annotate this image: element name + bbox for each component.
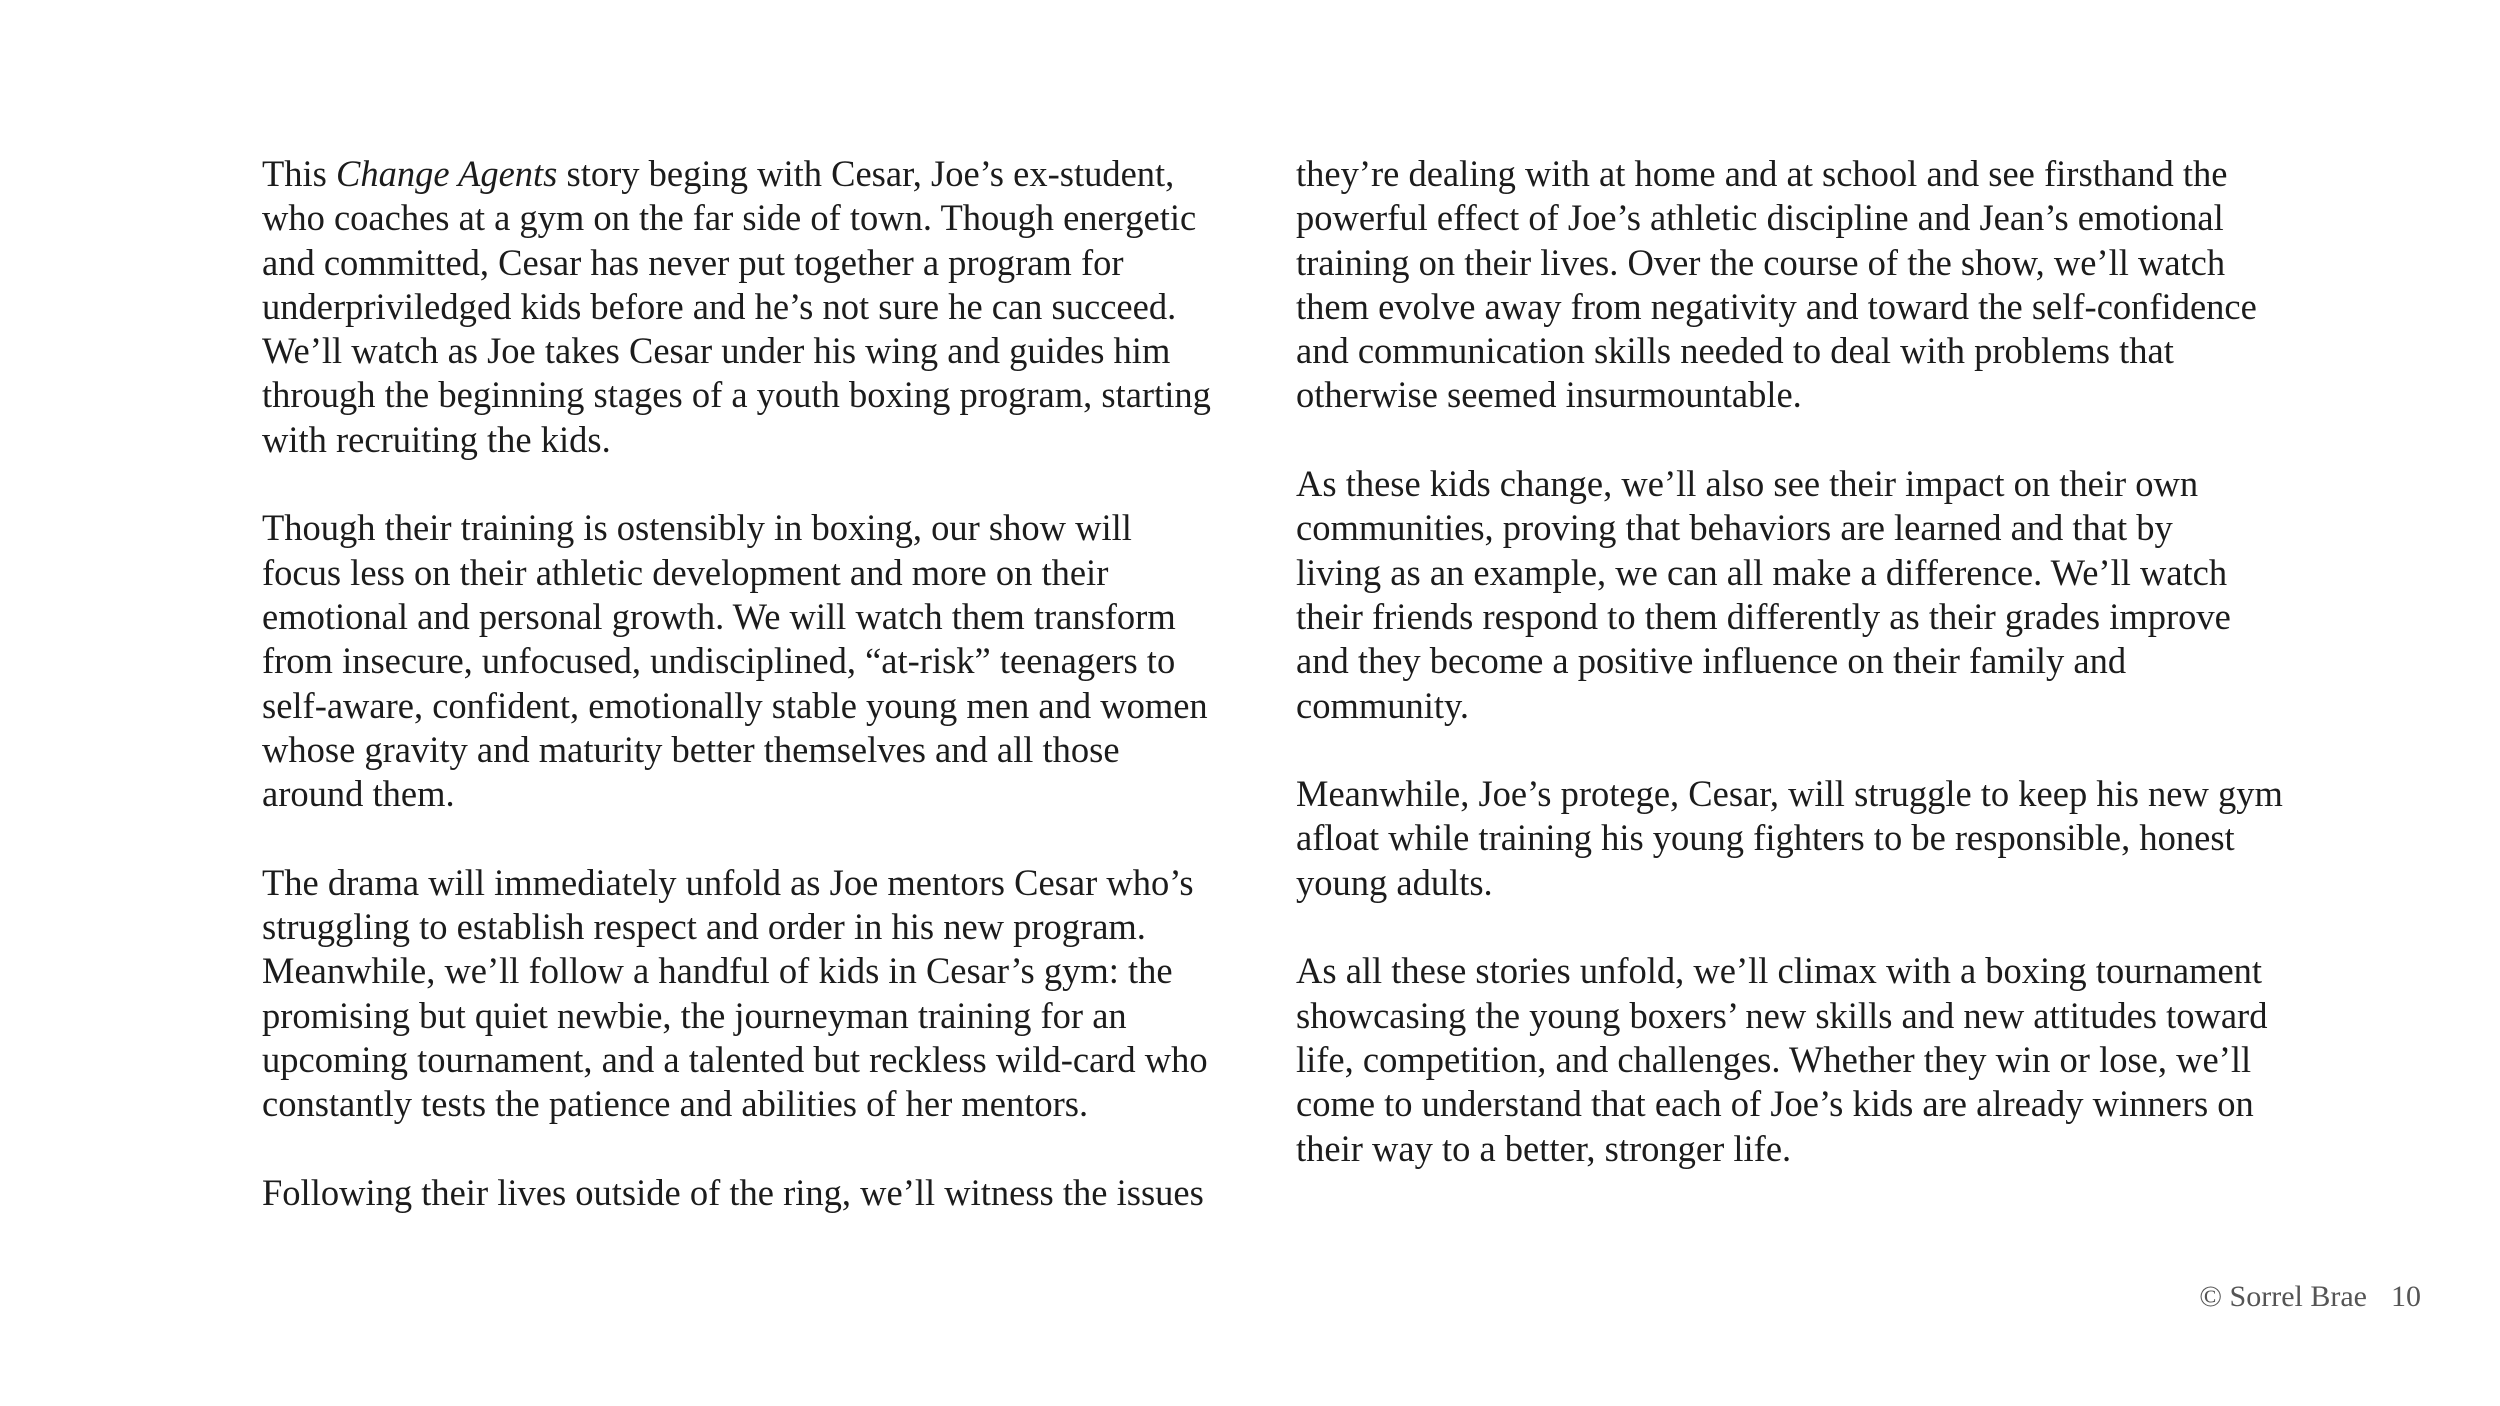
text-line	[262, 152, 1247, 196]
text-line: underpriviledged kids before and he’s not sure he can succeed.	[262, 285, 1177, 327]
text-line: upcoming tournament, and a talented but reckless wild-card who	[262, 1038, 1208, 1080]
text-line: self-aware, confident, emotionally stable young men and women	[262, 684, 1208, 726]
text-line: come to understand that each of Joe’s kids are already winners on	[1296, 1083, 2254, 1125]
text-line: and they become a positive influence on their family and	[1296, 640, 2127, 682]
text-line: young adults.	[1296, 861, 1493, 903]
text-line: living as an example, we can all make a difference. We’ll watch	[1296, 551, 2228, 593]
text-line: afloat while training his young fighters to be responsible, honest	[1296, 817, 2235, 859]
text-line: and committed, Cesar has never put together a program for	[262, 241, 1124, 283]
text-line: Meanwhile, we’ll follow a handful of kids in Cesar’s gym: the	[262, 950, 1173, 992]
show-title: Change Agents	[336, 153, 558, 194]
page-footer	[2199, 1277, 2421, 1317]
text-line: and communication skills needed to deal with problems that	[1296, 330, 2174, 372]
text-line: whose gravity and maturity better themselves and all those	[262, 728, 1120, 770]
text-line: focus less on their athletic development and more on their	[262, 551, 1109, 593]
text-line: they’re dealing with at home and at school and see firsthand the	[1296, 153, 2228, 194]
text-line: their friends respond to them differently as their grades improve	[1296, 595, 2231, 637]
text-line: with recruiting the kids.	[262, 418, 611, 460]
text-line: struggling to establish respect and order in his new program.	[262, 906, 1146, 948]
text-line: constantly tests the patience and abilities of her mentors.	[262, 1083, 1089, 1125]
text-line: otherwise seemed insurmountable.	[1296, 374, 1802, 416]
text-line: promising but quiet newbie, the journeyman training for an	[262, 994, 1127, 1036]
left-column	[262, 152, 1247, 1215]
copyright-notice: © Sorrel Brae	[2199, 1280, 2367, 1313]
text-line: who coaches at a gym on the far side of town. Though energetic	[262, 197, 1197, 239]
text-line: from insecure, unfocused, undisciplined, “at-risk” teenagers to	[262, 640, 1176, 682]
text-line: their way to a better, stronger life.	[1296, 1127, 1792, 1169]
text-line: Though their training is ostensibly in boxing, our show will	[262, 507, 1132, 549]
text-line: life, competition, and challenges. Whether they win or lose, we’ll	[1296, 1038, 2252, 1080]
paragraph	[262, 1171, 1247, 1215]
text-line: training on their lives. Over the course of the show, we’ll watch	[1296, 241, 2226, 283]
text-line: around them.	[262, 773, 455, 815]
paragraph	[1296, 152, 2281, 418]
paragraph	[1296, 772, 2281, 905]
text-line: Following their lives outside of the ring, we’ll witness the issues	[262, 1171, 1204, 1213]
text-line: showcasing the young boxers’ new skills and new attitudes toward	[1296, 994, 2268, 1036]
text-line: emotional and personal growth. We will watch them transform	[262, 595, 1176, 637]
text-line: As all these stories unfold, we’ll climax with a boxing tournament	[1296, 950, 2263, 992]
right-column	[1296, 152, 2281, 1171]
text-line: powerful effect of Joe’s athletic discipline and Jean’s emotional	[1296, 197, 2224, 239]
paragraph	[262, 506, 1247, 816]
text-line: communities, proving that behaviors are learned and that by	[1296, 507, 2173, 549]
page-number: 10	[2391, 1280, 2421, 1313]
text-line: community.	[1296, 684, 1470, 726]
text-line: Meanwhile, Joe’s protege, Cesar, will struggle to keep his new gym	[1296, 773, 2283, 815]
text-line: We’ll watch as Joe takes Cesar under his wing and guides him	[262, 330, 1171, 372]
paragraph	[262, 861, 1247, 1127]
text-line: them evolve away from negativity and toward the self-confidence	[1296, 285, 2257, 327]
text-line: The drama will immediately unfold as Joe mentors Cesar who’s	[262, 861, 1194, 903]
paragraph	[1296, 949, 2281, 1170]
paragraph	[1296, 462, 2281, 728]
text-line: through the beginning stages of a youth boxing program, starting	[262, 374, 1211, 416]
text-run: story beging with Cesar, Joe’s ex-student,	[557, 153, 1175, 194]
text-line: As these kids change, we’ll also see their impact on their own	[1296, 463, 2199, 505]
paragraph	[262, 152, 1247, 462]
text-run: This	[262, 153, 337, 194]
